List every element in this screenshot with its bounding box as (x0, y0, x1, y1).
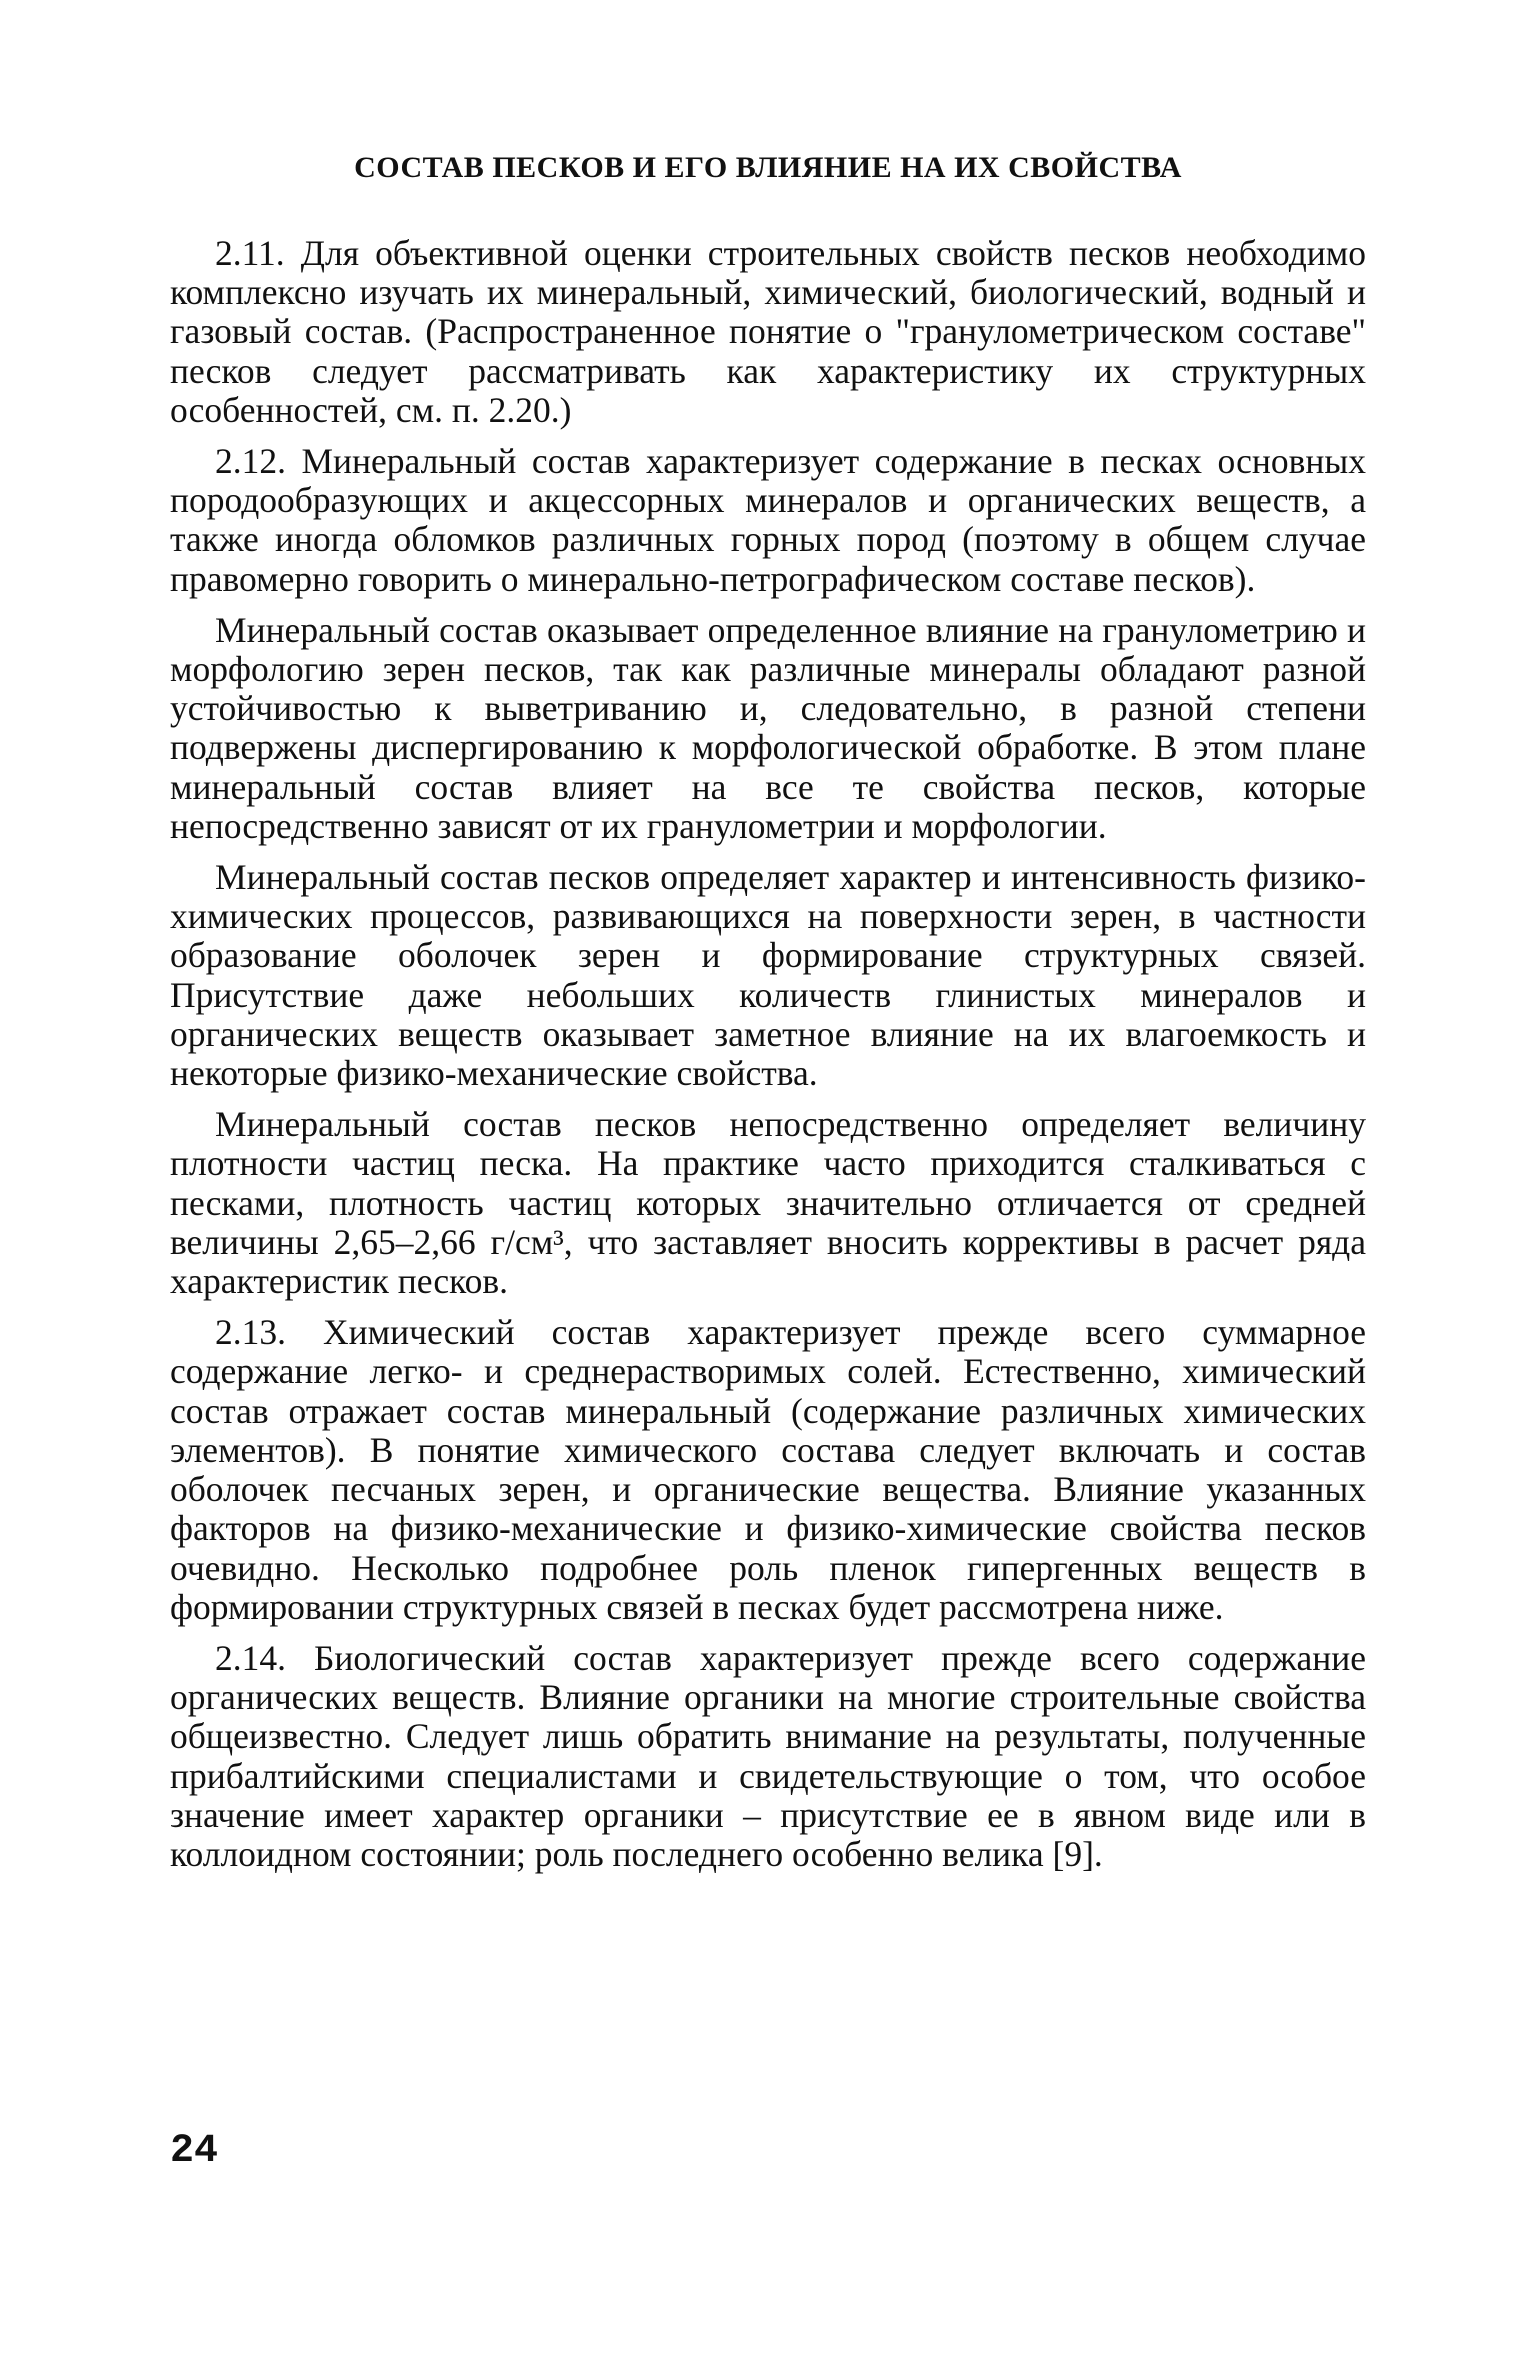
paragraph-mineral-processes (170, 858, 1366, 1093)
paragraph-2-14 (170, 1639, 1366, 1874)
paragraph-2-12 (170, 442, 1366, 599)
paragraph-mineral-density (170, 1105, 1366, 1301)
paragraph-number: 2.14. (215, 1637, 286, 1678)
paragraph-text: Минеральный состав песков определяет характер и интенсивность физико-химических процессов, развивающихся на поверхности зерен, в частности образование оболочек зерен и формирование структурных связей. Присутствие даже небольших количеств глинистых минералов и органических веществ оказывает заметное влияние на их влагоемкость и некоторые физико-механические свойства. (170, 857, 1366, 1094)
paragraph-number: 2.11. (215, 233, 285, 273)
section-heading: СОСТАВ ПЕСКОВ И ЕГО ВЛИЯНИЕ НА ИХ СВОЙСТВА (354, 151, 1182, 184)
paragraph-text: Биологический состав характеризует прежде всего содержание органических веществ. Влияние органики на многие строительные свойства общеизвестно. Следует лишь обратить внимание на результаты, полученные прибалтийскими специалистами и свидетельствующие о том, что особое значение имеет характер органики – присутствие ее в явном виде или в коллоидном состоянии; роль последнего особенно велика [9]. (170, 1637, 1366, 1874)
paragraph-text: Минеральный состав оказывает определенное влияние на гранулометрию и морфологию зерен песков, так как различные минералы обладают разной устойчивостью к выветриванию и, следовательно, в разной степени подвержены диспергированию к морфологической обработке. В этом плане минеральный состав влияет на все те свойства песков, которые непосредственно зависят от их гранулометрии и морфологии. (170, 609, 1366, 846)
page (170, 148, 1366, 2348)
page-number: 24 (170, 2129, 219, 2174)
paragraph-mineral-morphology (170, 611, 1366, 846)
paragraph-text: Химический состав характеризует прежде всего суммарное содержание легко- и среднерастворимых солей. Естественно, химический состав отражает состав минеральный (содержание различных химических элементов). В понятие химического состава следует включать и состав оболочек песчаных зерен, и органические вещества. Влияние указанных факторов на физико-механические и физико-химические свойства песков очевидно. Несколько подробнее роль пленок гипергенных веществ в формировании структурных связей в песках будет рассмотрена ниже. (170, 1312, 1367, 1627)
paragraph-number: 2.13. (215, 1312, 286, 1353)
paragraph-text: Минеральный состав песков непосредственно определяет величину плотности частиц песка. На практике часто приходится сталкиваться с песками, плотность частиц которых значительно отличается от средней величины 2,65–2,66 г/см³, что заставляет вносить коррективы в расчет ряда характеристик песков. (170, 1104, 1366, 1302)
paragraph-2-11 (170, 234, 1366, 430)
paragraph-2-13 (170, 1313, 1366, 1627)
paragraph-text: Для объективной оценки строительных свойств песков необходимо комплексно изучать их минеральный, химический, биологический, водный и газовый состав. (Распространенное понятие о "гранулометрическом составе" песков следует рассматривать как характеристику их структурных особенностей, см. п. 2.20.) (170, 233, 1367, 430)
paragraph-number: 2.12. (215, 441, 286, 482)
paragraph-text: Минеральный состав характеризует содержание в песках основных породообразующих и акцессорных минералов и органических веществ, а также иногда обломков различных горных пород (поэтому в общем случае правомерно говорить о минерально-петрографическом составе песков). (170, 441, 1367, 599)
